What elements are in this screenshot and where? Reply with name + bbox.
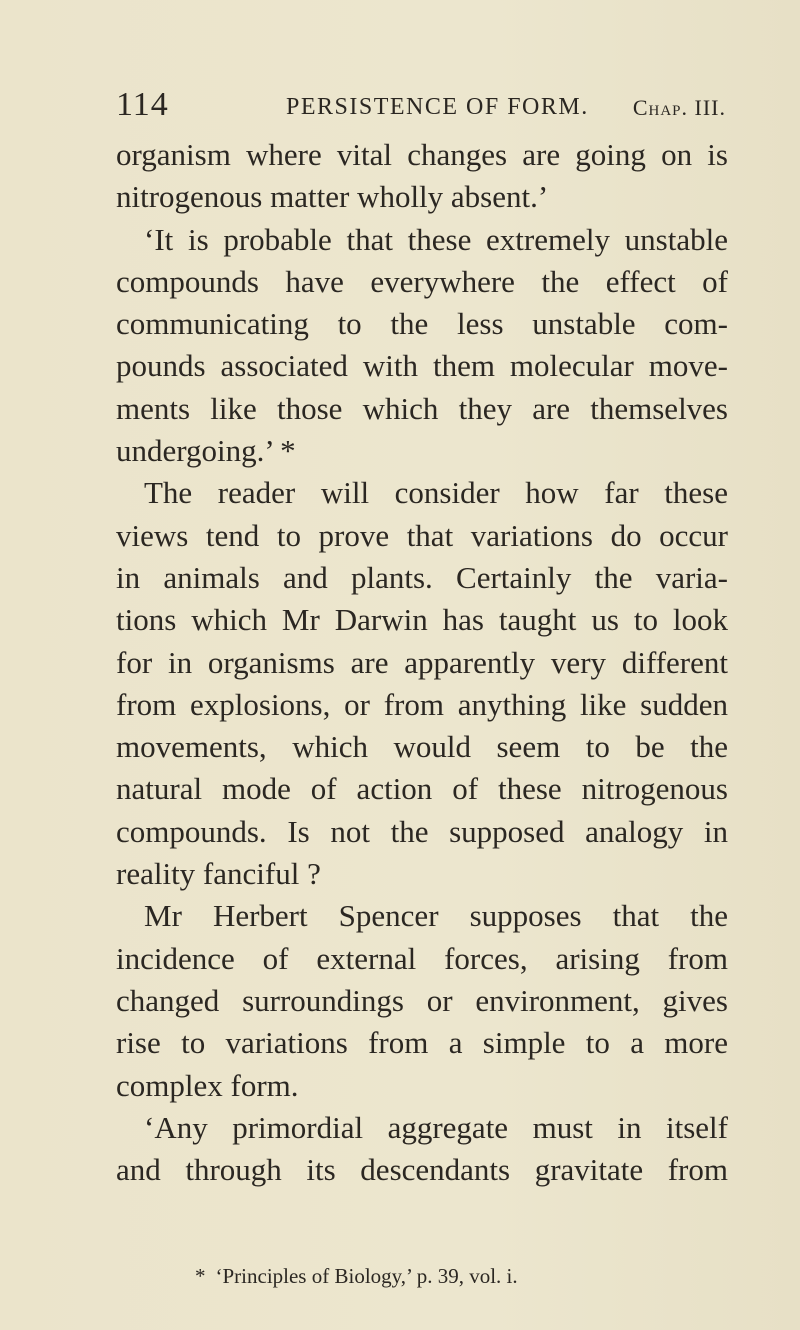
footnote-text: ‘Principles of Biology,’ p. 39, vol. i. [215, 1264, 518, 1288]
page-header [116, 86, 726, 126]
text-line: ‘It is probable that these extremely unstable [144, 221, 728, 257]
text-line: incidence of external forces, arising from [116, 940, 728, 976]
text-line: rise to variations from a simple to a more [116, 1025, 728, 1061]
text-line: complex form. [116, 1067, 299, 1103]
body-text [116, 134, 728, 1191]
text-line: for in organisms are apparently very different [116, 644, 728, 680]
text-line: in animals and plants. Certainly the varia- [116, 559, 728, 595]
running-title: PERSISTENCE OF FORM. [286, 94, 589, 120]
text-line: tions which Mr Darwin has taught us to look [116, 602, 728, 638]
text-line: communicating to the less unstable com- [116, 306, 728, 342]
text-line: The reader will consider how far these [144, 475, 728, 511]
text-line: ‘Any primordial aggregate must in itself [144, 1109, 728, 1145]
text-line: organism where vital changes are going on is [116, 137, 728, 172]
text-line: reality fanciful ? [116, 856, 321, 892]
text-line: pounds associated with them molecular move- [116, 348, 728, 384]
text-line: movements, which would seem to be the [116, 729, 728, 765]
text-line: compounds have everywhere the effect of [116, 263, 728, 299]
text-line: nitrogenous matter wholly absent.’ [116, 179, 549, 215]
chapter-label: Chap. III. [632, 95, 726, 120]
text-line: natural mode of action of these nitrogenous [116, 771, 728, 807]
text-line: Mr Herbert Spencer supposes that the [144, 898, 728, 934]
footnote [195, 1264, 518, 1289]
text-line: changed surroundings or environment, gives [116, 982, 728, 1018]
text-line: from explosions, or from anything like sudden [116, 686, 728, 722]
page-number: 114 [116, 86, 169, 123]
text-line: and through its descendants gravitate from [116, 1152, 728, 1188]
text-line: views tend to prove that variations do occur [116, 517, 728, 553]
text-line: compounds. Is not the supposed analogy in [116, 813, 728, 849]
text-line: ments like those which they are themselves [116, 390, 728, 426]
footnote-marker: * [195, 1264, 206, 1288]
text-line: undergoing.’ * [116, 433, 296, 469]
